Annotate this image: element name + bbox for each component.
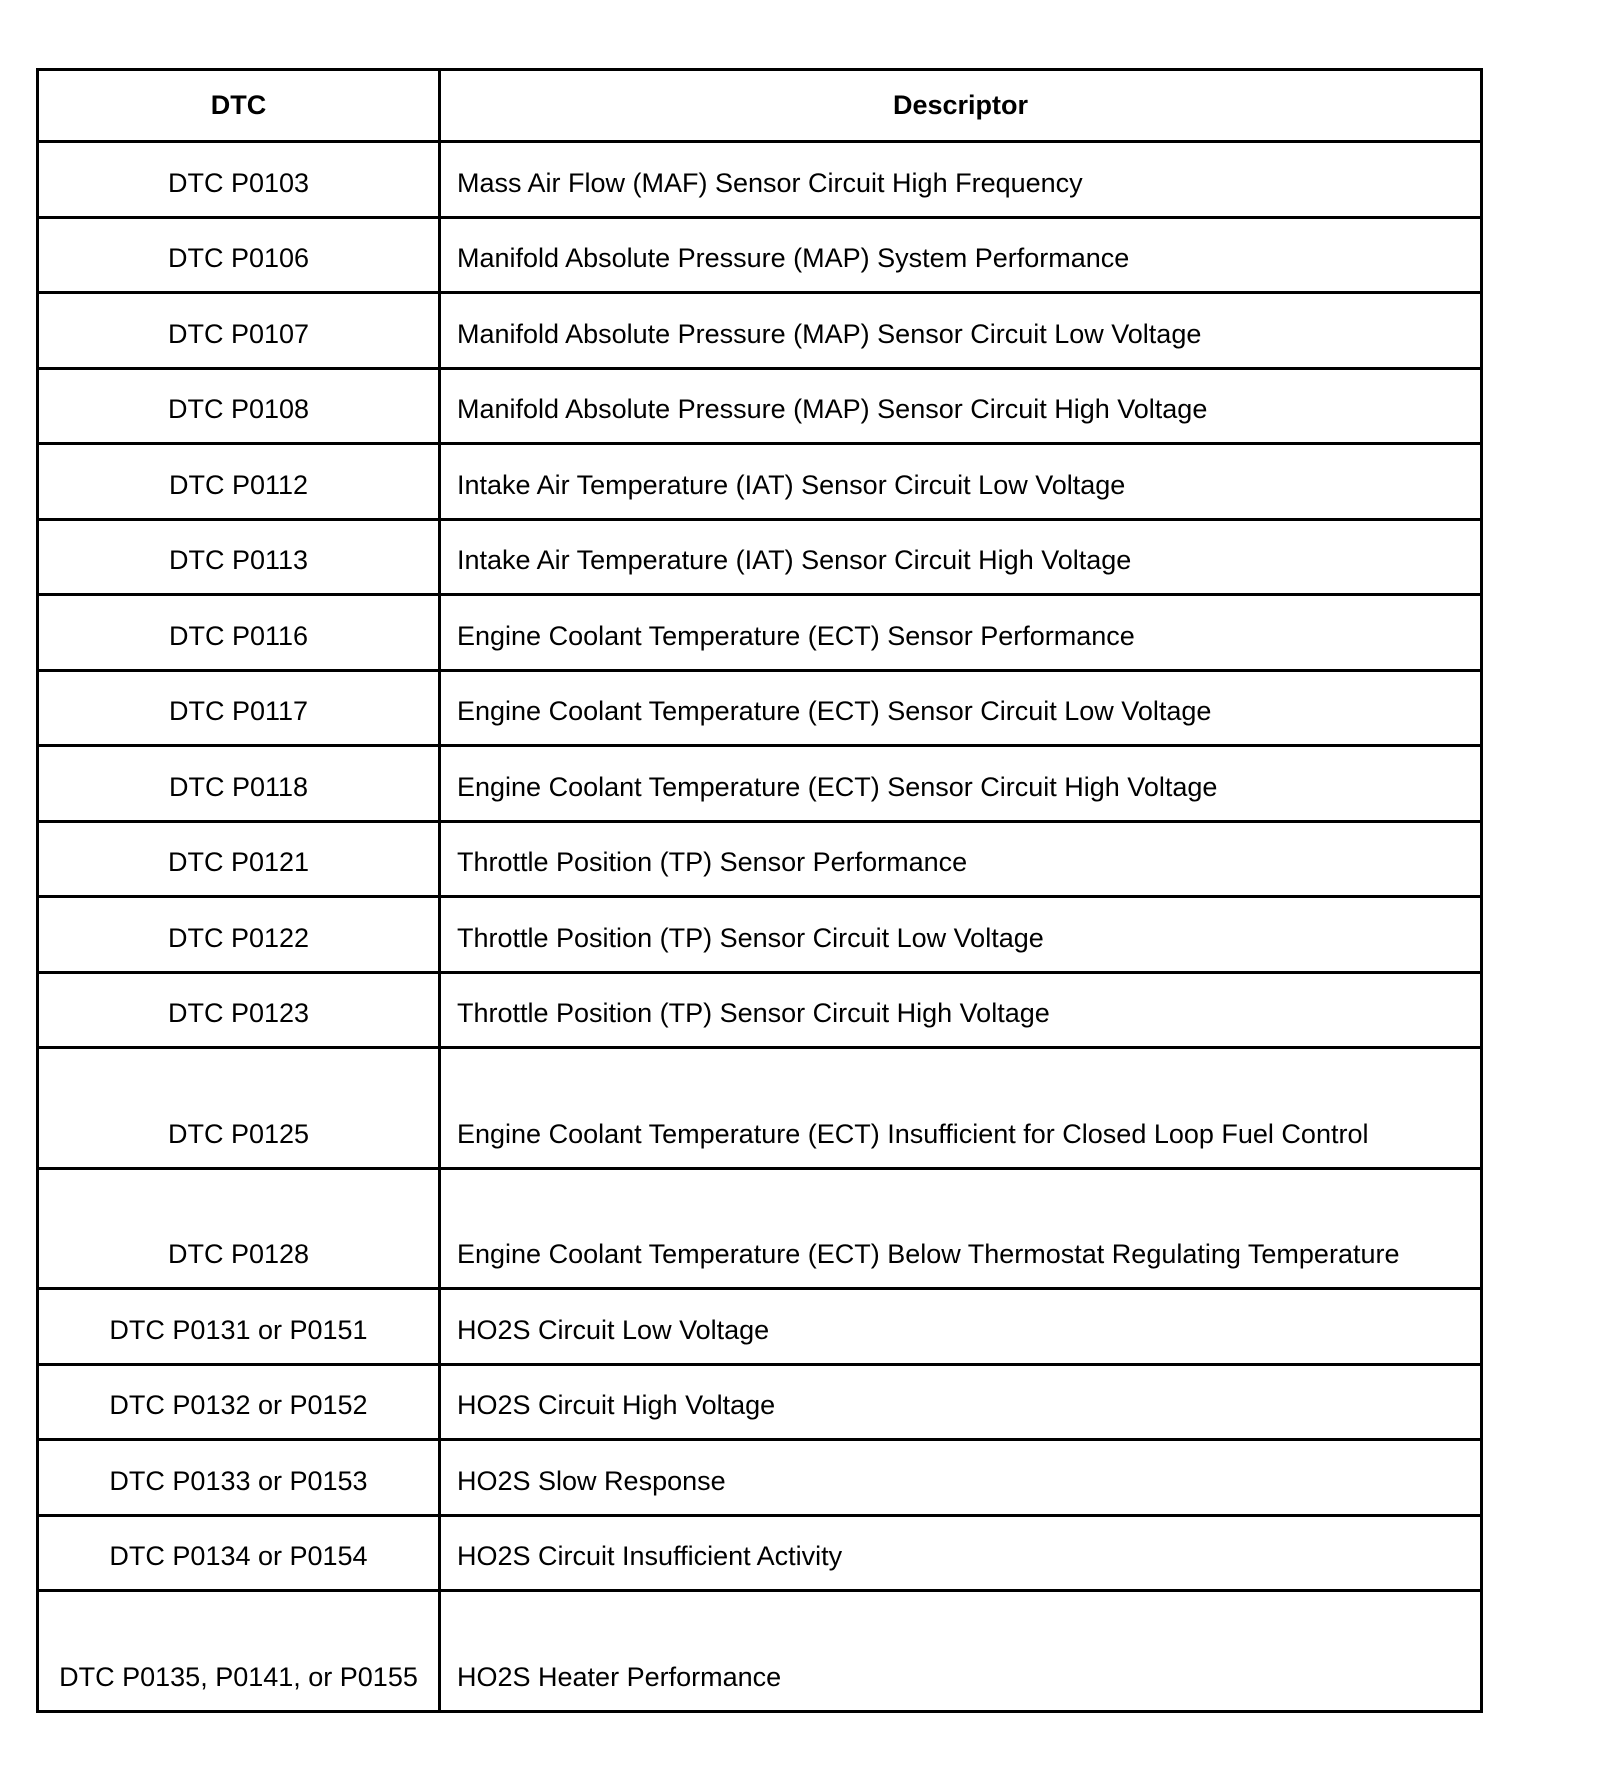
descriptor-cell: Engine Coolant Temperature (ECT) Sensor Performance [440, 595, 1482, 671]
descriptor-cell: HO2S Circuit High Voltage [440, 1364, 1482, 1440]
table-row [38, 1515, 1482, 1591]
descriptor-cell: Manifold Absolute Pressure (MAP) System Performance [440, 217, 1482, 293]
table-row [38, 1591, 1482, 1712]
table-row [38, 1048, 1482, 1169]
descriptor-cell: Engine Coolant Temperature (ECT) Insufficient for Closed Loop Fuel Control [440, 1048, 1482, 1169]
dtc-code-cell: DTC P0117 [38, 670, 440, 746]
table-row [38, 519, 1482, 595]
descriptor-cell: HO2S Circuit Insufficient Activity [440, 1515, 1482, 1591]
table-row [38, 1440, 1482, 1516]
table-row [38, 217, 1482, 293]
dtc-code-cell: DTC P0128 [38, 1168, 440, 1289]
descriptor-cell: Engine Coolant Temperature (ECT) Below Thermostat Regulating Temperature [440, 1168, 1482, 1289]
table-row [38, 1168, 1482, 1289]
descriptor-cell: Mass Air Flow (MAF) Sensor Circuit High Frequency [440, 142, 1482, 218]
descriptor-cell: HO2S Heater Performance [440, 1591, 1482, 1712]
table-row [38, 293, 1482, 369]
dtc-code-cell: DTC P0131 or P0151 [38, 1289, 440, 1365]
table-row [38, 1364, 1482, 1440]
dtc-code-cell: DTC P0132 or P0152 [38, 1364, 440, 1440]
descriptor-cell: Throttle Position (TP) Sensor Circuit High Voltage [440, 972, 1482, 1048]
table-row [38, 595, 1482, 671]
dtc-code-cell: DTC P0112 [38, 444, 440, 520]
dtc-code-cell: DTC P0118 [38, 746, 440, 822]
table-row [38, 821, 1482, 897]
dtc-code-cell: DTC P0123 [38, 972, 440, 1048]
header-dtc: DTC [38, 70, 440, 142]
dtc-code-cell: DTC P0116 [38, 595, 440, 671]
dtc-code-cell: DTC P0133 or P0153 [38, 1440, 440, 1516]
dtc-code-cell: DTC P0107 [38, 293, 440, 369]
descriptor-cell: HO2S Slow Response [440, 1440, 1482, 1516]
dtc-code-cell: DTC P0135, P0141, or P0155 [38, 1591, 440, 1712]
dtc-code-cell: DTC P0134 or P0154 [38, 1515, 440, 1591]
table-row [38, 444, 1482, 520]
descriptor-cell: Engine Coolant Temperature (ECT) Sensor Circuit High Voltage [440, 746, 1482, 822]
descriptor-cell: Intake Air Temperature (IAT) Sensor Circuit High Voltage [440, 519, 1482, 595]
table-row [38, 746, 1482, 822]
table-row [38, 972, 1482, 1048]
table-header-row [38, 70, 1482, 142]
descriptor-cell: HO2S Circuit Low Voltage [440, 1289, 1482, 1365]
table-row [38, 368, 1482, 444]
table-row [38, 142, 1482, 218]
dtc-code-cell: DTC P0125 [38, 1048, 440, 1169]
dtc-code-cell: DTC P0103 [38, 142, 440, 218]
table-row [38, 1289, 1482, 1365]
table-row [38, 670, 1482, 746]
descriptor-cell: Intake Air Temperature (IAT) Sensor Circuit Low Voltage [440, 444, 1482, 520]
dtc-code-cell: DTC P0106 [38, 217, 440, 293]
descriptor-cell: Manifold Absolute Pressure (MAP) Sensor Circuit Low Voltage [440, 293, 1482, 369]
dtc-descriptor-table [36, 68, 1483, 1713]
descriptor-cell: Manifold Absolute Pressure (MAP) Sensor Circuit High Voltage [440, 368, 1482, 444]
dtc-code-cell: DTC P0108 [38, 368, 440, 444]
dtc-code-cell: DTC P0121 [38, 821, 440, 897]
table-row [38, 897, 1482, 973]
descriptor-cell: Throttle Position (TP) Sensor Performance [440, 821, 1482, 897]
dtc-code-cell: DTC P0122 [38, 897, 440, 973]
descriptor-cell: Throttle Position (TP) Sensor Circuit Low Voltage [440, 897, 1482, 973]
header-descriptor: Descriptor [440, 70, 1482, 142]
descriptor-cell: Engine Coolant Temperature (ECT) Sensor Circuit Low Voltage [440, 670, 1482, 746]
dtc-code-cell: DTC P0113 [38, 519, 440, 595]
